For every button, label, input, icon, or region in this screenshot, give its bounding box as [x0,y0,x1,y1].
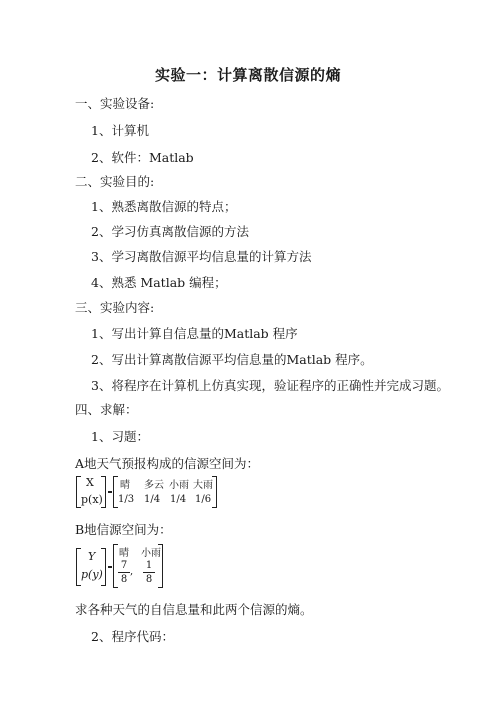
matrix-a-state: 晴 [120,480,130,491]
fraction-numerator: 1 [145,560,153,571]
list-item: 2、写出计算离散信源平均信息量的Matlab 程序。 [91,352,373,367]
section-heading-solution: 四、求解： [75,402,138,417]
matrix-a-left [76,476,106,508]
section-heading-purpose: 二、实验目的: [75,174,155,189]
fraction-separator: , [130,566,134,577]
matrix-a-prob: 1/4 [170,494,187,505]
fraction-denominator: 8 [145,574,153,585]
list-item: 2、学习仿真离散信源的方法 [91,224,249,239]
paragraph: B地信源空间为： [75,522,172,537]
paragraph: A地天气预报构成的信源空间为： [75,456,260,471]
matrix-a-prob: 1/6 [195,494,212,505]
section-heading-content: 三、实验内容: [75,300,155,315]
matrix-b-variable: Y [88,550,96,563]
list-item: 3、学习离散信源平均信息量的计算方法 [91,249,312,264]
section-heading-equipment: 一、实验设备: [75,96,155,111]
list-item: 1、写出计算自信息量的Matlab 程序 [91,326,298,341]
matrix-b-state: 晴 [119,548,129,559]
matrix-b-prob-fraction [117,560,134,585]
list-item: 2、程序代码： [91,629,174,644]
matrix-a-prob-label: p(x) [81,493,103,506]
matrix-a-right [113,476,217,508]
matrix-a-prob: 1/4 [144,494,161,505]
matrix-b-right [113,544,163,588]
matrix-a-state: 大雨 [193,480,213,491]
fraction-denominator: 8 [120,574,128,585]
matrix-b-prob-fraction [142,560,156,585]
matrix-b-prob-label: p(y) [81,568,103,581]
matrix-b-state: 小雨 [141,548,161,559]
fraction-numerator: 7 [120,560,128,571]
list-item: 1、计算机 [91,123,149,138]
list-item: 1、熟悉离散信源的特点； [91,199,237,214]
matrix-a-prob: 1/3 [118,494,135,505]
matrix-b-left [76,548,106,586]
page-title: 实验一：计算离散信源的熵 [154,66,341,84]
equals-sign [108,566,112,568]
list-item: 2、软件：Matlab [91,150,194,165]
matrix-a-variable: X [86,476,94,489]
list-item: 4、熟悉 Matlab 编程； [91,275,227,290]
equals-sign [108,491,112,493]
list-item: 3、将程序在计算机上仿真实现，验证程序的正确性并完成习题。 [91,378,449,393]
matrix-a-state: 小雨 [169,480,189,491]
list-item: 1、习题： [91,429,149,444]
matrix-a-state: 多云 [144,480,164,491]
paragraph: 求各种天气的自信息量和此两个信源的熵。 [75,602,313,617]
